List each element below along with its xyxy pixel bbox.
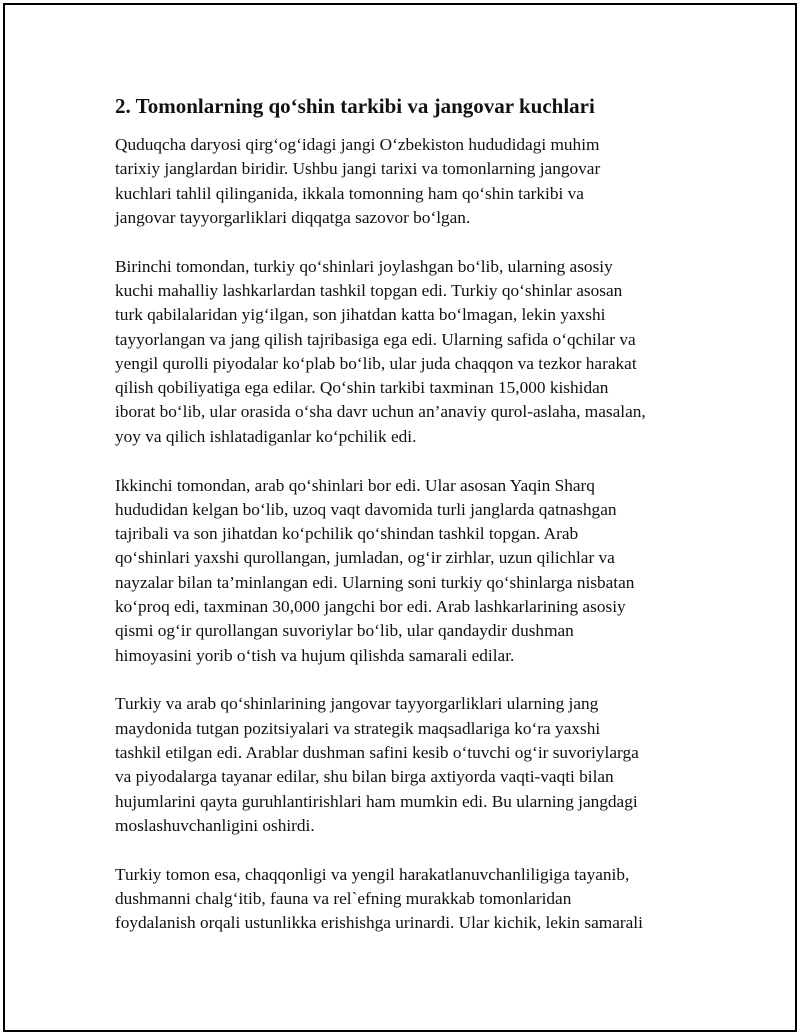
paragraph-5 [115,863,695,936]
text-line: yengil qurolli piyodalar ko‘plab bo‘lib, ular juda chaqqon va tezkor harakat [115,353,637,373]
text-line: nayzalar bilan ta’minlangan edi. Ularning soni turkiy qo‘shinlarga nisbatan [115,572,635,592]
text-line: tashkil etilgan edi. Arablar dushman safini kesib o‘tuvchi og‘ir suvoriylarga [115,743,639,763]
text-line: qilish qobiliyatiga ega edilar. Qo‘shin tarkibi taxminan 15,000 kishidan [115,378,609,398]
paragraph-3 [115,474,695,668]
text-line: ko‘proq edi, taxminan 30,000 jangchi bor edi. Arab lashkarlarining asosiy [115,597,626,617]
text-line: kuchlari tahlil qilinganida, ikkala tomonning ham qo‘shin tarkibi va [115,183,584,203]
text-line: Ikkinchi tomondan, arab qo‘shinlari bor edi. Ular asosan Yaqin Sharq [115,475,595,495]
text-line: tajribali va son jihatdan ko‘pchilik qo‘shindan tashkil topgan. Arab [115,524,579,544]
text-line: himoyasini yorib o‘tish va hujum qilishda samarali edilar. [115,645,515,665]
document-body [115,92,695,960]
text-line: Quduqcha daryosi qirg‘og‘idagi jangi O‘zbekiston hududidagi muhim [115,135,600,154]
text-line: tayyorlangan va jang qilish tajribasiga ega edi. Ularning safida o‘qchilar va [115,329,636,349]
text-line: iborat bo‘lib, ular orasida o‘sha davr uchun an’anaviy qurol-aslaha, masalan, [115,402,646,422]
text-line: qo‘shinlari yaxshi qurollangan, jumladan, og‘ir zirhlar, uzun qilichlar va [115,548,615,568]
text-line: qismi og‘ir qurollangan suvoriylar bo‘lib, ular qandaydir dushman [115,621,574,641]
text-line: jangovar tayyorgarliklari diqqatga sazovor bo‘lgan. [115,207,471,227]
paragraph-1 [115,133,695,230]
text-line: Turkiy va arab qo‘shinlarining jangovar tayyorgarliklari ularning jang [115,694,599,714]
paragraph-2 [115,255,695,449]
text-line: dushmanni chalg‘itib, fauna va rel`efning murakkab tomonlaridan [115,889,572,909]
section-heading: 2. Tomonlarning qo‘shin tarkibi va jangovar kuchlari [115,94,595,118]
text-line: hududidan kelgan bo‘lib, uzoq vaqt davomida turli janglarda qatnashgan [115,499,617,519]
text-line: Birinchi tomondan, turkiy qo‘shinlari joylashgan bo‘lib, ularning asosiy [115,256,613,276]
text-line: moslashuvchanligini oshirdi. [115,815,315,835]
paragraph-4 [115,692,695,838]
text-line: hujumlarini qayta guruhlantirishlari ham mumkin edi. Bu ularning jangdagi [115,791,638,811]
text-line: va piyodalarga tayanar edilar, shu bilan birga axtiyorda vaqti-vaqti bilan [115,767,614,787]
text-line: yoy va qilich ishlatadiganlar ko‘pchilik edi. [115,426,417,446]
text-line: kuchi mahalliy lashkarlardan tashkil topgan edi. Turkiy qo‘shinlar asosan [115,280,623,300]
text-line: turk qabilalaridan yig‘ilgan, son jihatdan katta bo‘lmagan, lekin yaxshi [115,305,606,325]
text-line: Turkiy tomon esa, chaqqonligi va yengil harakatlanuvchanliligiga tayanib, [115,864,630,884]
text-line: maydonida tutgan pozitsiyalari va strategik maqsadlariga ko‘ra yaxshi [115,718,601,738]
text-line: tarixiy janglardan biridir. Ushbu jangi tarixi va tomonlarning jangovar [115,159,601,179]
text-line: foydalanish orqali ustunlikka erishishga urinardi. Ular kichik, lekin samarali [115,913,643,933]
